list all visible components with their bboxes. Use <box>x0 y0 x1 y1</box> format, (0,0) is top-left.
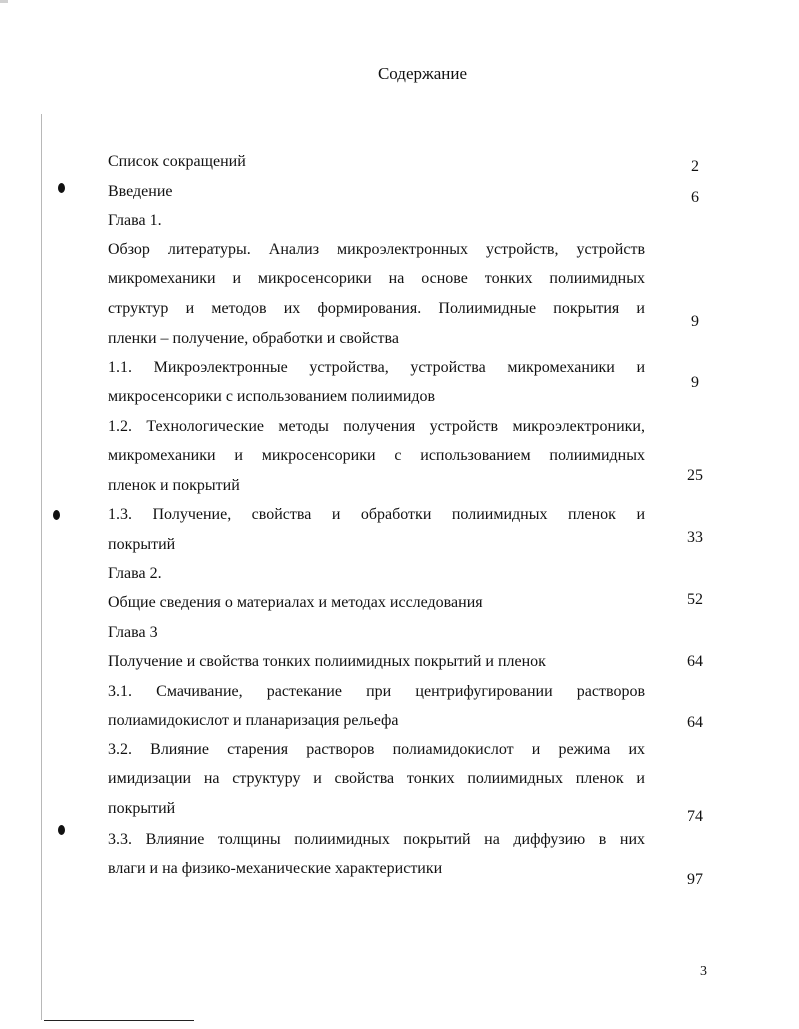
toc-chapter-3-label[interactable]: Глава 3 <box>108 624 158 641</box>
toc-page-section-1-1: 9 <box>691 374 699 391</box>
toc-page-chapter-2: 52 <box>687 591 703 608</box>
toc-chapter-2-label[interactable]: Глава 2. <box>108 565 162 582</box>
binding-hole-3 <box>58 825 65 835</box>
toc-section-1-3-line[interactable]: 1.3. Получение, свойства и обработки полиимидных пленок и <box>108 506 645 523</box>
toc-entry-introduction[interactable]: Введение <box>108 183 173 200</box>
page-title: Содержание <box>377 64 468 83</box>
toc-section-1-2-line[interactable]: пленок и покрытий <box>108 477 240 494</box>
toc-section-3-1-line[interactable]: полиамидокислот и планаризация рельефа <box>108 712 399 729</box>
scan-corner-mark <box>0 0 8 3</box>
toc-page-chapter-1: 9 <box>691 313 699 330</box>
toc-chapter-1-label[interactable]: Глава 1. <box>108 212 162 229</box>
toc-section-1-2-line[interactable]: микромеханики и микросенсорики с использованием полиимидных <box>108 447 645 464</box>
toc-section-3-2-line[interactable]: имидизации на структуру и свойства тонких полиимидных пленок и <box>108 770 645 787</box>
binding-hole-1 <box>58 183 65 193</box>
toc-chapter-1-title-line[interactable]: Обзор литературы. Анализ микроэлектронных устройств, устройств <box>108 241 645 258</box>
toc-entry-abbreviations[interactable]: Список сокращений <box>108 153 246 170</box>
toc-page-section-1-2: 25 <box>687 467 703 484</box>
toc-section-1-2-line[interactable]: 1.2. Технологические методы получения устройств микроэлектроники, <box>108 418 645 435</box>
toc-page-section-3-3: 97 <box>687 871 703 888</box>
toc-section-3-3-line[interactable]: 3.3. Влияние толщины полиимидных покрытий на диффузию в них <box>108 831 645 848</box>
toc-chapter-1-title-line[interactable]: пленки – получение, обработки и свойства <box>108 330 399 347</box>
toc-section-3-3-line[interactable]: влаги и на физико-механические характеристики <box>108 860 443 877</box>
page-number: 3 <box>700 964 707 979</box>
toc-chapter-3-title[interactable]: Получение и свойства тонких полиимидных покрытий и пленок <box>108 653 546 670</box>
toc-section-1-1-line[interactable]: 1.1. Микроэлектронные устройства, устройства микромеханики и <box>108 359 645 376</box>
toc-section-3-1-line[interactable]: 3.1. Смачивание, растекание при центрифугировании растворов <box>108 683 645 700</box>
toc-page-chapter-3: 64 <box>687 653 703 670</box>
toc-page-section-3-1: 64 <box>687 714 703 731</box>
toc-section-3-2-line[interactable]: 3.2. Влияние старения растворов полиамидокислот и режима их <box>108 741 645 758</box>
bottom-rule <box>44 1020 194 1021</box>
toc-section-1-3-line[interactable]: покрытий <box>108 536 176 553</box>
left-margin-line <box>41 114 42 1020</box>
toc-page-introduction: 6 <box>691 189 699 206</box>
toc-chapter-2-title[interactable]: Общие сведения о материалах и методах исследования <box>108 594 483 611</box>
toc-section-1-1-line[interactable]: микросенсорики с использованием полиимидов <box>108 388 436 405</box>
toc-page-section-3-2: 74 <box>687 808 703 825</box>
toc-page-abbreviations: 2 <box>691 158 699 175</box>
toc-section-3-2-line[interactable]: покрытий <box>108 800 176 817</box>
toc-chapter-1-title-line[interactable]: микромеханики и микросенсорики на основе тонких полиимидных <box>108 270 645 287</box>
binding-hole-2 <box>53 510 60 520</box>
toc-page-section-1-3: 33 <box>687 529 703 546</box>
toc-chapter-1-title-line[interactable]: структур и методов их формирования. Полиимидные покрытия и <box>108 300 645 317</box>
